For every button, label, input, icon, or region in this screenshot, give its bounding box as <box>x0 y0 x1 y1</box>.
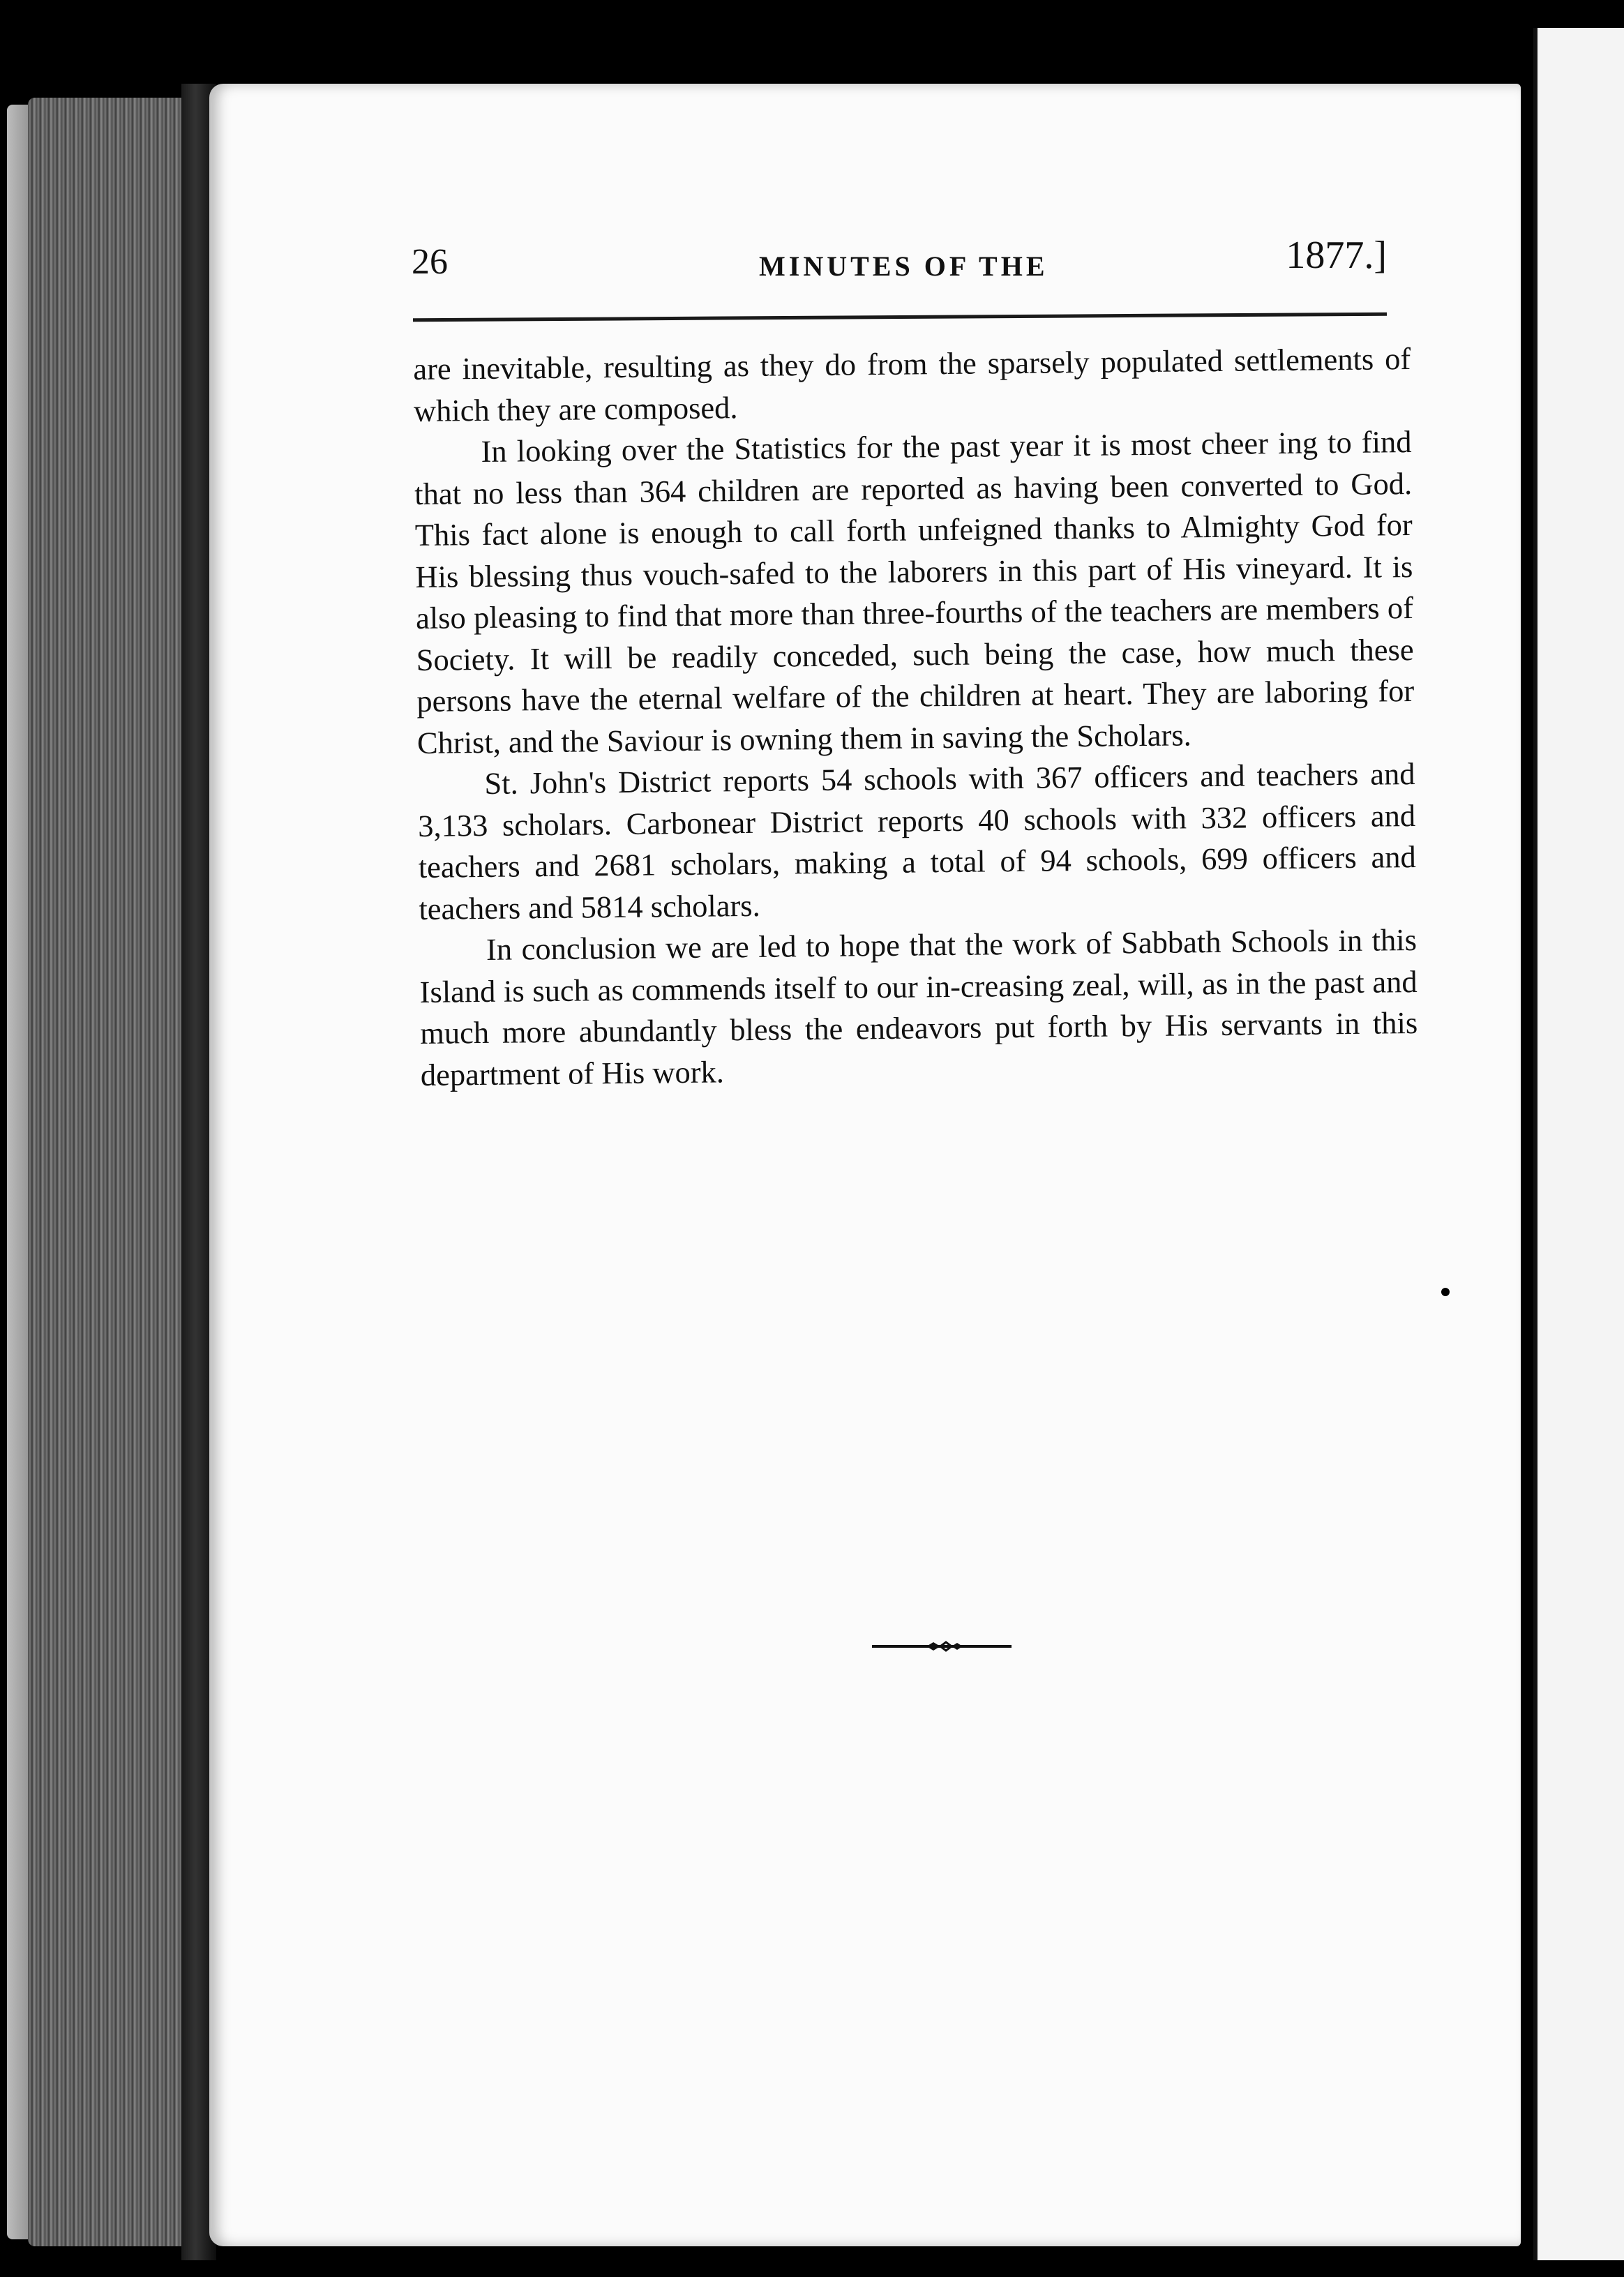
page-header <box>412 230 1388 286</box>
body-text <box>413 338 1418 1096</box>
header-year: 1877.] <box>1286 234 1387 277</box>
paragraph-4: In conclusion we are led to hope that the work of Sabbath Schools in this Island is such as commends itself to our in-creasing zeal, will, as in the past and much more abundantly bless the endeavors put forth by His servants in this department of His work. <box>419 922 1418 1092</box>
running-head: MINUTES OF THE <box>759 250 1048 282</box>
paragraph-1: are inevitable, resulting as they do from the sparsely populated settlements of which they are composed. <box>413 341 1411 428</box>
facing-page-edge <box>1533 28 1624 2260</box>
ink-speck <box>1441 1288 1450 1296</box>
paragraph-2: In looking over the Statistics for the past year it is most cheer ing to find that no less than 364 children are reported as having been converted to God. This fact alone is enough to call forth unfeigned thanks to Almighty God for His blessing thus vouch-safed to the laborers in this part of His vineyard. It is also pleasing to find that more than three-fourths of the teachers are members of Society. It will be readily conceded, such being the case, how much these persons have the eternal welfare of the children at heart. They are laboring for Christ, and the Saviour is owning them in saving the Scholars. <box>414 424 1415 760</box>
paragraph-3: St. John's District reports 54 schools with 367 officers and teachers and 3,133 scholars. Carbonear District reports 40 schools with 332 officers and teachers and 2681 scholars, making a total of 94 schools, 699 officers and teachers and 5814 scholars. <box>417 756 1416 926</box>
decorative-rule-icon <box>872 1632 1012 1660</box>
page-number: 26 <box>412 242 448 282</box>
